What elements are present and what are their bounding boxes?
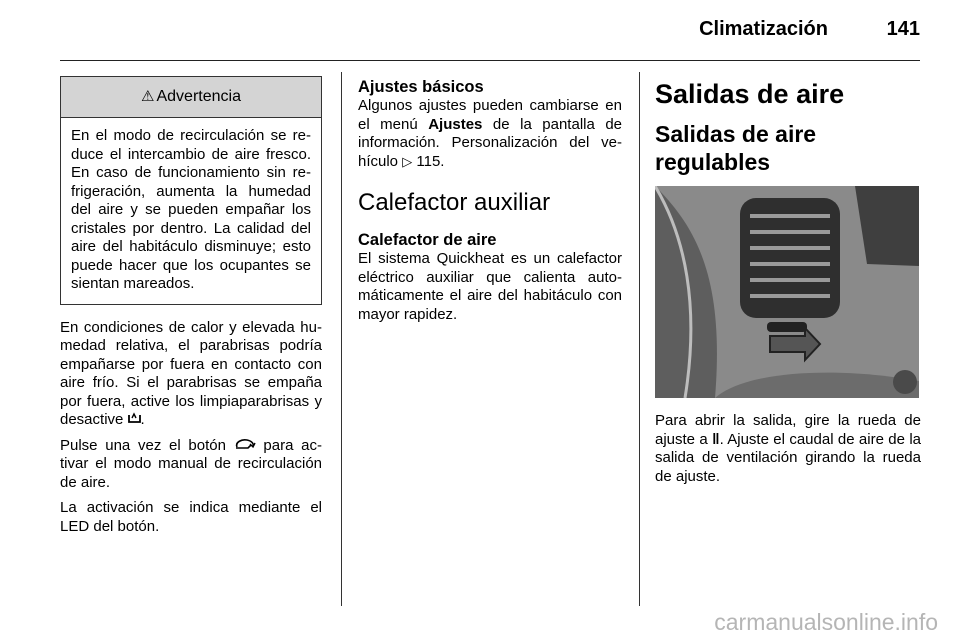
column-divider [639, 72, 640, 606]
page-header [60, 18, 920, 61]
column-middle [358, 78, 622, 331]
open-position-symbol: ǁ [712, 430, 720, 448]
paragraph-air-vents: Para abrir la salida, gire la rueda de ajuste a ǁ. Ajuste el caudal de aire de la salida de ventilación girando la rueda de ajuste. [655, 412, 921, 485]
warning-triangle-icon: ⚠ [141, 87, 155, 105]
page-reference[interactable]: 115 [416, 152, 441, 170]
page-reference-icon: ▷ [402, 153, 413, 169]
paragraph-led: La activación se indica mediante el LED del botón. [60, 499, 322, 535]
heading-basic-settings: Ajustes básicos [358, 78, 484, 96]
air-vent-photo [655, 186, 919, 398]
column-right [655, 78, 921, 493]
watermark: carmanualsonline.info [714, 609, 938, 635]
heading-air-vents: Salidas de aire [655, 79, 845, 109]
paragraph-air-heater: El sistema Quickheat es un calefactor eléctrico auxiliar que calienta auto-máticamente el aire del habitáculo con mayor rapidez. [358, 250, 622, 323]
paragraph-recirculation: Pulse una vez el botón para ac-tivar el modo manual de recirculación de aire. [60, 436, 322, 491]
recirculation-button-icon [234, 438, 256, 450]
warning-box [60, 76, 322, 305]
column-left [60, 76, 322, 543]
warning-text: En el modo de recirculación se re-duce el intercambio de aire fresco. En caso de funcionamiento sin re-frigeración, aumenta la humedad del aire y se pueden empañar los cristales por dentro. La calidad del aire del habitáculo disminuye; esto puede hacer que los ocupantes se sientan mareados. [71, 127, 311, 292]
settings-menu-label: Ajustes [428, 115, 483, 133]
warning-header [61, 77, 321, 118]
heading-air-heater: Calefactor de aire [358, 231, 497, 249]
heading-adjustable-vents: Salidas de aire regulables [655, 121, 817, 175]
heading-aux-heater: Calefactor auxiliar [358, 189, 551, 216]
section-title: Climatización [699, 18, 828, 40]
warning-title: Advertencia [156, 87, 241, 105]
column-divider [341, 72, 342, 606]
paragraph-windscreen: En condiciones de calor y elevada hu-medad relativa, el parabrisas podría empañarse por fuera en contacto con aire frío. Si el parabrisas se empaña por fuera, active los limpiaparabrisas y desactive . [60, 318, 322, 428]
paragraph-basic-settings: Algunos ajustes pueden cambiarse en el menú Ajustes de la pantalla de información. Personalización del ve-hículo ▷ 115. [358, 97, 623, 170]
page-number: 141 [886, 18, 920, 40]
air-recirculation-icon [128, 412, 141, 424]
